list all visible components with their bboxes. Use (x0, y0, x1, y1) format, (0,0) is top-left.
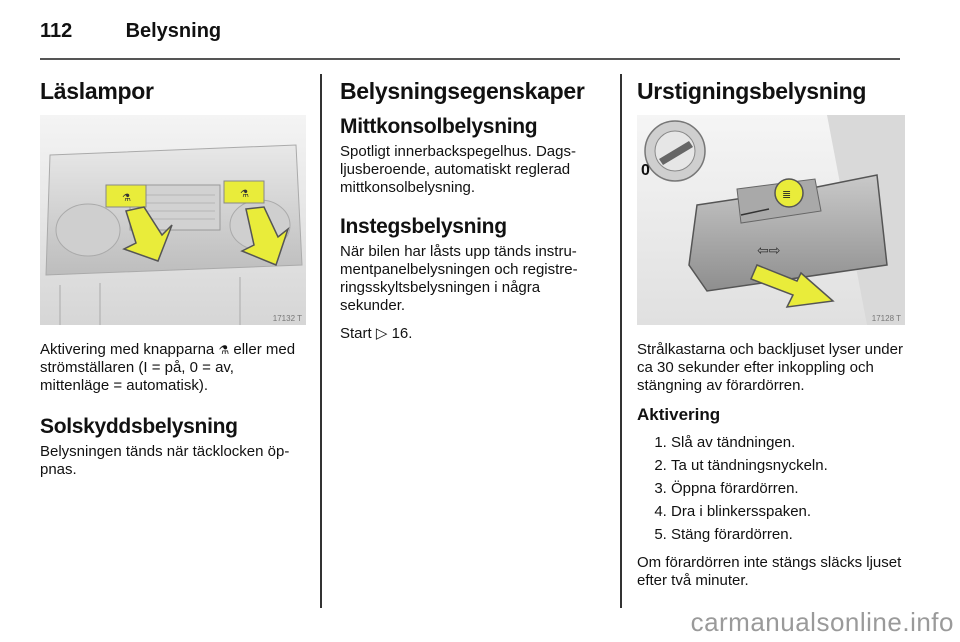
header-rule (40, 58, 900, 60)
svg-text:⇦⇨: ⇦⇨ (757, 243, 781, 259)
list-item: 5. Stäng förardörren. (671, 523, 905, 546)
start-reference (340, 325, 602, 343)
chapter-title: Belysning (125, 20, 222, 42)
svg-text:≣: ≣ (782, 188, 792, 201)
exit-lighting-text: Strålkastarna och backljuset lyser under ca 30 sekunder efter inkoppling och stängning av förardörren. (637, 341, 903, 394)
list-item: 4. Dra i blinkersspaken. (671, 500, 905, 523)
column-divider (620, 74, 622, 608)
section-heading-reading-lamps: Läslampor (40, 78, 154, 104)
start-page-ref[interactable]: 16. (391, 325, 413, 342)
reading-text-part: eller med strömställaren (I = på, 0 = av, mittenläge = automatisk). (40, 341, 296, 394)
section-heading-activation: Aktivering (637, 405, 721, 424)
figure-reading-lamps (40, 115, 306, 325)
page-number: 112 (40, 20, 73, 42)
list-item: 2. Ta ut tändningsnyckeln. (671, 454, 905, 477)
figure-code: 17128 T (871, 314, 901, 323)
list-item: 3. Öppna förardörren. (671, 477, 905, 500)
reading-text-part: Aktivering med knapparna (40, 341, 219, 358)
ignition-position-label: 0 (641, 162, 650, 179)
page-reference-icon: ▷ (375, 325, 388, 342)
svg-text:⚗: ⚗ (240, 189, 249, 200)
start-label: Start (340, 325, 372, 342)
svg-text:⚗: ⚗ (122, 193, 131, 204)
entry-lighting-text: När bilen har låsts upp tänds instru-mentpanelbelysningen och registre-ringsskyltsbelysningen i några sekunder. (340, 243, 578, 314)
watermark: carmanualsonline.info (690, 607, 954, 637)
figure-code: 17132 T (272, 314, 302, 323)
reading-lamp-icon: ⚗ (218, 343, 230, 357)
page-header (40, 20, 221, 43)
column-divider (320, 74, 322, 608)
column-lighting-features (340, 74, 602, 353)
sun-visor-text: Belysningen tänds när täcklocken öp-pnas. (40, 443, 290, 478)
section-heading-console-lighting: Mittkonsolbelysning (340, 115, 538, 138)
closing-text: Om förardörren inte stängs släcks ljuset efter två minuter. (637, 554, 902, 589)
list-item: 1. Slå av tändningen. (671, 431, 905, 454)
section-heading-sun-visor: Solskyddsbelysning (40, 415, 238, 438)
reading-lamps-illustration (40, 115, 306, 325)
column-exit-lighting (637, 74, 905, 600)
section-heading-exit-lighting: Urstigningsbelysning (637, 78, 867, 104)
activation-steps (637, 431, 905, 546)
section-heading-entry-lighting: Instegsbelysning (340, 215, 507, 238)
console-lighting-text: Spotligt innerbackspegelhus. Dags-ljusberoende, automatiskt reglerad mittkonsolbelysning. (340, 143, 576, 196)
section-heading-lighting-features: Belysningsegenskaper (340, 78, 585, 104)
reading-lamps-text (40, 341, 306, 395)
column-reading-lamps (40, 74, 306, 489)
exit-lighting-illustration (637, 115, 905, 325)
figure-exit-lighting (637, 115, 905, 325)
